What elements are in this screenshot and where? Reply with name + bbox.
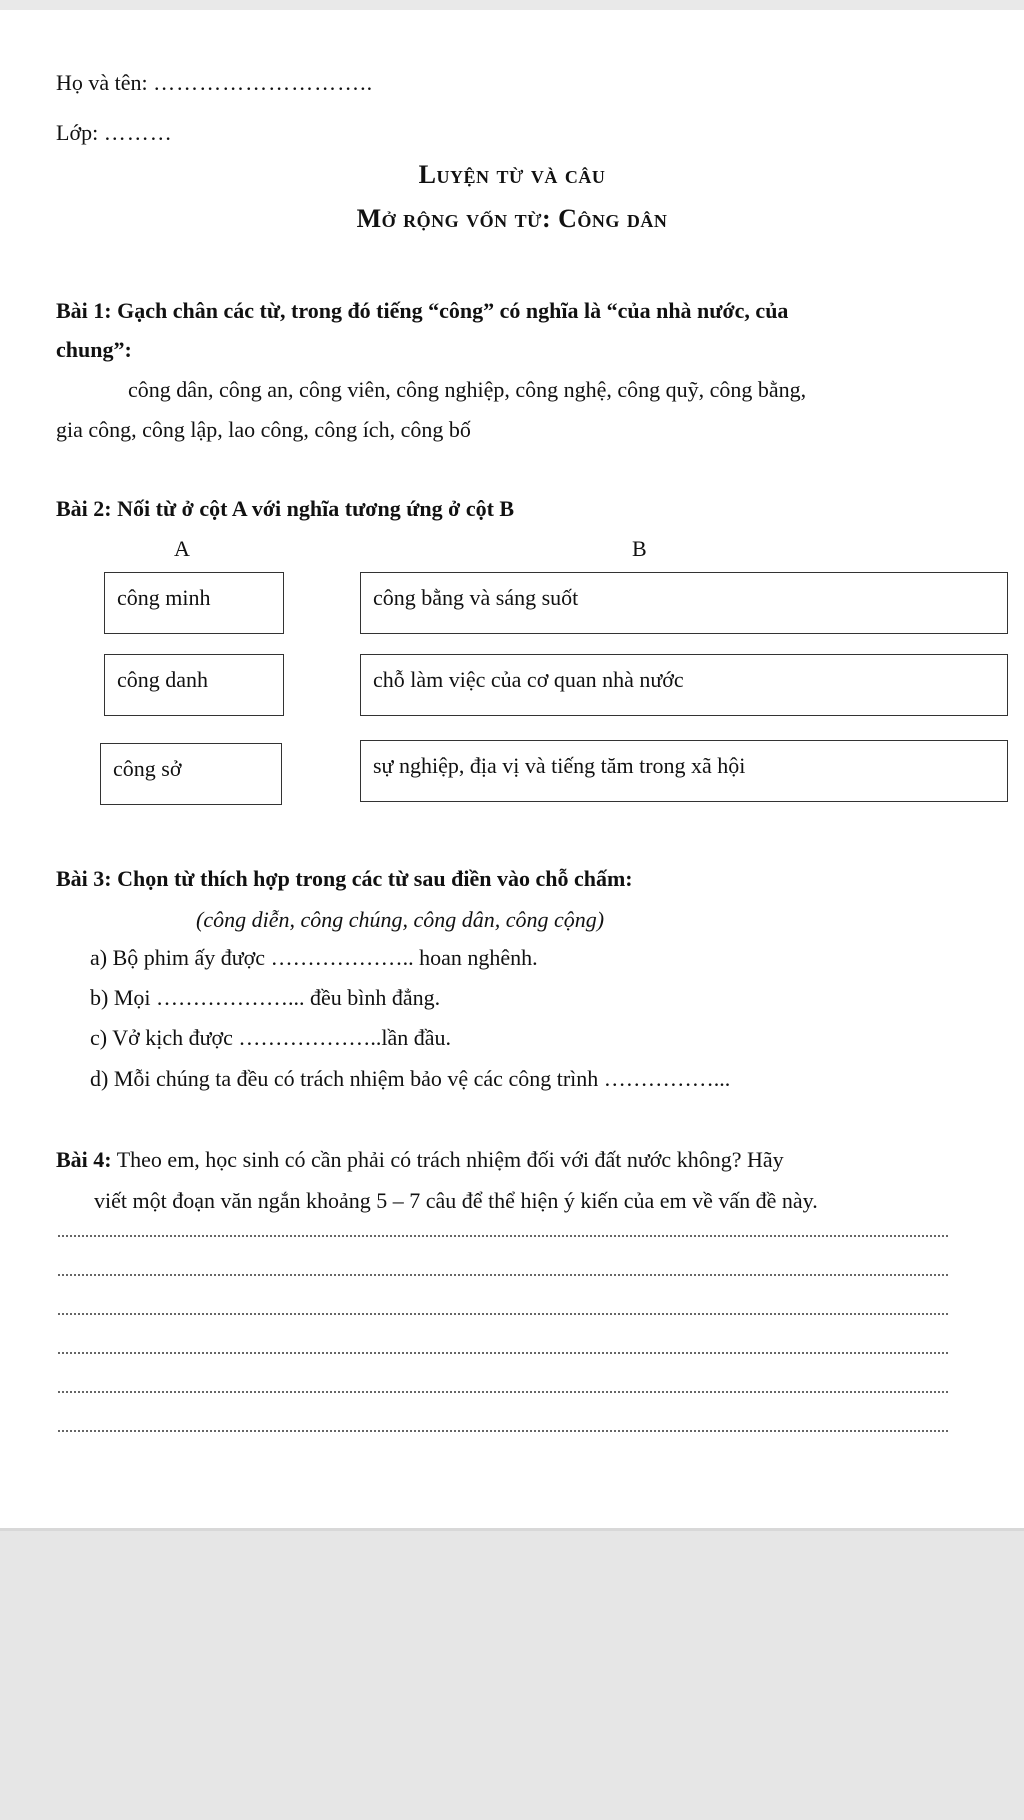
col-a-item-3: công sở [113, 756, 182, 781]
ex1-heading-line-1: Bài 1: Gạch chân các từ, trong đó tiếng “công” có nghĩa là “của nhà nước, của [56, 298, 789, 323]
col-a-item-2: công danh [117, 667, 209, 692]
ex1-words-line-2: gia công, công lập, lao công, công ích, công bố [56, 417, 471, 442]
ex3-item-c: c) Vở kịch được ………………..lần đầu. [90, 1025, 452, 1050]
col-b-box-3[interactable] [360, 740, 1008, 802]
viewer-top-bar [0, 0, 1024, 10]
answer-line-5[interactable] [58, 1391, 948, 1393]
answer-line-6[interactable] [58, 1430, 948, 1432]
col-b-item-2: chỗ làm việc của cơ quan nhà nước [373, 667, 684, 692]
answer-line-3[interactable] [58, 1313, 948, 1315]
title-line-1: Luyện từ và câu [418, 160, 606, 189]
class-dots: ……… [103, 120, 173, 145]
col-b-box-2[interactable] [360, 654, 1008, 716]
col-a-box-2[interactable] [104, 654, 284, 716]
col-b-box-1[interactable] [360, 572, 1008, 634]
ex3-item-a: a) Bộ phim ấy được ……………….. hoan nghênh. [90, 945, 538, 970]
answer-line-2[interactable] [58, 1274, 948, 1276]
name-field [56, 70, 373, 96]
ex1-heading-line-2: chung”: [56, 337, 132, 362]
answer-line-4[interactable] [58, 1352, 948, 1354]
ex4-heading-rest: Theo em, học sinh có cần phải có trách nhiệm đối với đất nước không? Hãy [111, 1147, 784, 1172]
col-a-label: A [174, 536, 190, 561]
title-line-2: Mở rộng vốn từ: Công dân [356, 204, 668, 233]
name-dots: ……………………….. [153, 70, 374, 95]
ex1-words-line-1: công dân, công an, công viên, công nghiệp, công nghệ, công quỹ, công bằng, [128, 377, 807, 402]
name-label: Họ và tên: [56, 70, 148, 95]
ex4-heading-line-1 [56, 1147, 784, 1173]
ex4-heading-line-2: viết một đoạn văn ngắn khoảng 5 – 7 câu để thể hiện ý kiến của em về vấn đề này. [94, 1188, 818, 1213]
col-a-box-1[interactable] [104, 572, 284, 634]
ex2-heading: Bài 2: Nối từ ở cột A với nghĩa tương ứng ở cột B [56, 496, 515, 521]
ex3-item-d: d) Mỗi chúng ta đều có trách nhiệm bảo vệ các công trình ……………... [90, 1066, 731, 1091]
class-label: Lớp: [56, 120, 99, 145]
class-field [56, 120, 173, 146]
ex3-heading: Bài 3: Chọn từ thích hợp trong các từ sau điền vào chỗ chấm: [56, 866, 633, 891]
col-a-item-1: công minh [117, 585, 211, 610]
col-a-box-3[interactable] [100, 743, 282, 805]
worksheet-page [0, 10, 1024, 1528]
col-b-item-1: công bằng và sáng suốt [373, 585, 579, 610]
page-bottom-edge [0, 1528, 1024, 1531]
col-b-label: B [632, 536, 647, 561]
answer-line-1[interactable] [58, 1235, 948, 1237]
col-b-item-3: sự nghiệp, địa vị và tiếng tăm trong xã hội [373, 753, 746, 778]
ex3-item-b: b) Mọi ………………... đều bình đẳng. [90, 985, 441, 1010]
ex4-heading-bold: Bài 4: [56, 1147, 112, 1172]
ex3-options: (công diễn, công chúng, công dân, công cộng) [196, 907, 605, 932]
